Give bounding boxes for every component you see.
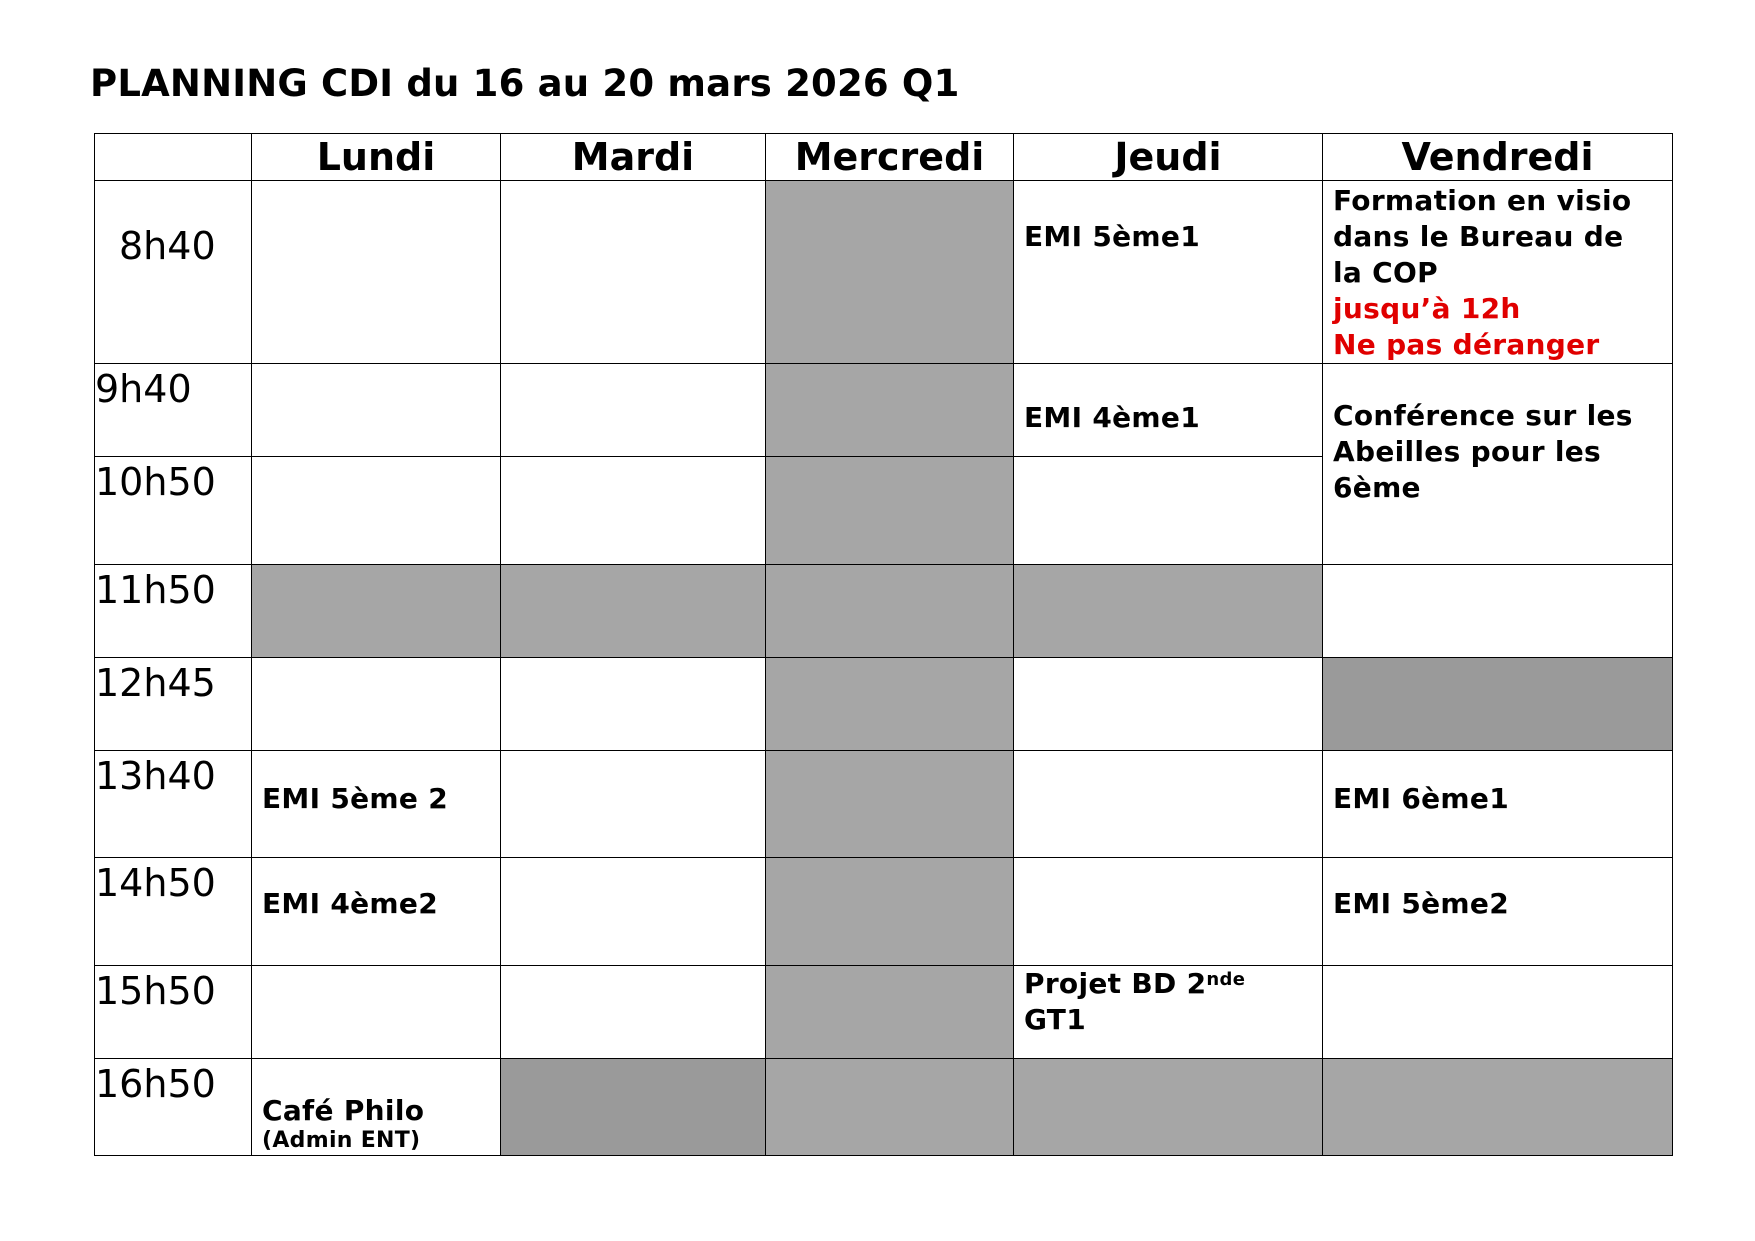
- row-16h50: [95, 1059, 1673, 1156]
- day-header-mercredi: Mercredi: [766, 134, 1014, 181]
- time-label: 10h50: [95, 460, 216, 504]
- time-label: 14h50: [95, 861, 216, 905]
- cell-mercredi-10h50: [766, 457, 1014, 565]
- cell-jeudi-13h40: [1014, 751, 1323, 858]
- time-cell: [95, 858, 252, 966]
- corner-cell: [95, 134, 252, 181]
- cell-lundi-11h50: [252, 565, 501, 658]
- cell-mardi-10h50: [501, 457, 766, 565]
- cell-mercredi-15h50: [766, 966, 1014, 1059]
- cell-lundi-9h40: [252, 364, 501, 457]
- day-header-mardi: Mardi: [501, 134, 766, 181]
- cell-lundi-12h45: [252, 658, 501, 751]
- cell-vendredi-13h40: [1323, 751, 1673, 858]
- page-title: PLANNING CDI du 16 au 20 mars 2026 Q1: [90, 62, 960, 105]
- cell-mardi-13h40: [501, 751, 766, 858]
- cell-jeudi-8h40: [1014, 181, 1323, 364]
- cell-mardi-15h50: [501, 966, 766, 1059]
- slot-text: EMI 5ème 2: [262, 782, 449, 815]
- time-cell: [95, 658, 252, 751]
- cell-lundi-13h40: [252, 751, 501, 858]
- slot-text: EMI 4ème1: [1024, 401, 1200, 434]
- slot-text: dans le Bureau de: [1333, 220, 1624, 253]
- time-label: 15h50: [95, 969, 216, 1013]
- time-cell: [95, 364, 252, 457]
- time-label: 9h40: [95, 367, 192, 411]
- schedule-table: [94, 133, 1673, 1156]
- header-row: [95, 134, 1673, 181]
- slot-text: EMI 5ème2: [1333, 887, 1509, 920]
- time-cell: [95, 457, 252, 565]
- cell-jeudi-11h50: [1014, 565, 1323, 658]
- cell-vendredi-14h50: [1323, 858, 1673, 966]
- row-11h50: [95, 565, 1673, 658]
- cell-mardi-12h45: [501, 658, 766, 751]
- cell-vendredi-11h50: [1323, 565, 1673, 658]
- cell-mardi-9h40: [501, 364, 766, 457]
- cell-vendredi-15h50: [1323, 966, 1673, 1059]
- cell-mercredi-9h40: [766, 364, 1014, 457]
- cell-lundi-14h50: [252, 858, 501, 966]
- cell-lundi-8h40: [252, 181, 501, 364]
- row-8h40: [95, 181, 1673, 364]
- cell-mardi-16h50: [501, 1059, 766, 1156]
- cell-mercredi-14h50: [766, 858, 1014, 966]
- slot-text: EMI 4ème2: [262, 887, 438, 920]
- cell-mardi-14h50: [501, 858, 766, 966]
- day-header-jeudi: Jeudi: [1014, 134, 1323, 181]
- slot-text: Abeilles pour les: [1333, 435, 1602, 468]
- cell-mercredi-12h45: [766, 658, 1014, 751]
- cell-jeudi-15h50: [1014, 966, 1323, 1059]
- slot-text: la COP: [1333, 256, 1438, 289]
- time-cell: [95, 181, 252, 364]
- time-cell: [95, 1059, 252, 1156]
- slot-text: Projet BD 2: [1024, 967, 1207, 1000]
- time-label: 16h50: [95, 1062, 216, 1106]
- cell-mercredi-13h40: [766, 751, 1014, 858]
- cell-mercredi-16h50: [766, 1059, 1014, 1156]
- time-label: 11h50: [95, 568, 216, 612]
- cell-vendredi-8h40: [1323, 181, 1673, 364]
- slot-superscript: nde: [1206, 969, 1246, 990]
- slot-text: GT1: [1024, 1003, 1086, 1036]
- cell-lundi-15h50: [252, 966, 501, 1059]
- slot-text: EMI 5ème1: [1024, 220, 1200, 253]
- slot-text: Café Philo: [262, 1094, 425, 1127]
- cell-lundi-16h50: [252, 1059, 501, 1156]
- cell-vendredi-12h45: [1323, 658, 1673, 751]
- slot-warning-text: jusqu’à 12h: [1333, 292, 1521, 325]
- time-label: 13h40: [95, 754, 216, 798]
- slot-subtext: (Admin ENT): [262, 1128, 421, 1153]
- cell-vendredi-9h40: [1323, 364, 1673, 565]
- cell-jeudi-9h40: [1014, 364, 1323, 457]
- row-14h50: [95, 858, 1673, 966]
- cell-vendredi-16h50: [1323, 1059, 1673, 1156]
- time-label: 12h45: [95, 661, 216, 705]
- slot-text: Conférence sur les: [1333, 399, 1633, 432]
- cell-jeudi-16h50: [1014, 1059, 1323, 1156]
- cell-mardi-8h40: [501, 181, 766, 364]
- time-cell: [95, 751, 252, 858]
- row-12h45: [95, 658, 1673, 751]
- row-9h40: [95, 364, 1673, 457]
- slot-text: 6ème: [1333, 471, 1421, 504]
- slot-warning-text: Ne pas déranger: [1333, 328, 1600, 361]
- time-cell: [95, 966, 252, 1059]
- time-cell: [95, 565, 252, 658]
- cell-jeudi-12h45: [1014, 658, 1323, 751]
- row-15h50: [95, 966, 1673, 1059]
- cell-lundi-10h50: [252, 457, 501, 565]
- row-13h40: [95, 751, 1673, 858]
- slot-text: EMI 6ème1: [1333, 782, 1509, 815]
- cell-mardi-11h50: [501, 565, 766, 658]
- slot-text: Formation en visio: [1333, 184, 1632, 217]
- cell-mercredi-11h50: [766, 565, 1014, 658]
- day-header-vendredi: Vendredi: [1323, 134, 1673, 181]
- cell-jeudi-10h50: [1014, 457, 1323, 565]
- cell-mercredi-8h40: [766, 181, 1014, 364]
- day-header-lundi: Lundi: [252, 134, 501, 181]
- cell-jeudi-14h50: [1014, 858, 1323, 966]
- time-label: 8h40: [119, 224, 216, 268]
